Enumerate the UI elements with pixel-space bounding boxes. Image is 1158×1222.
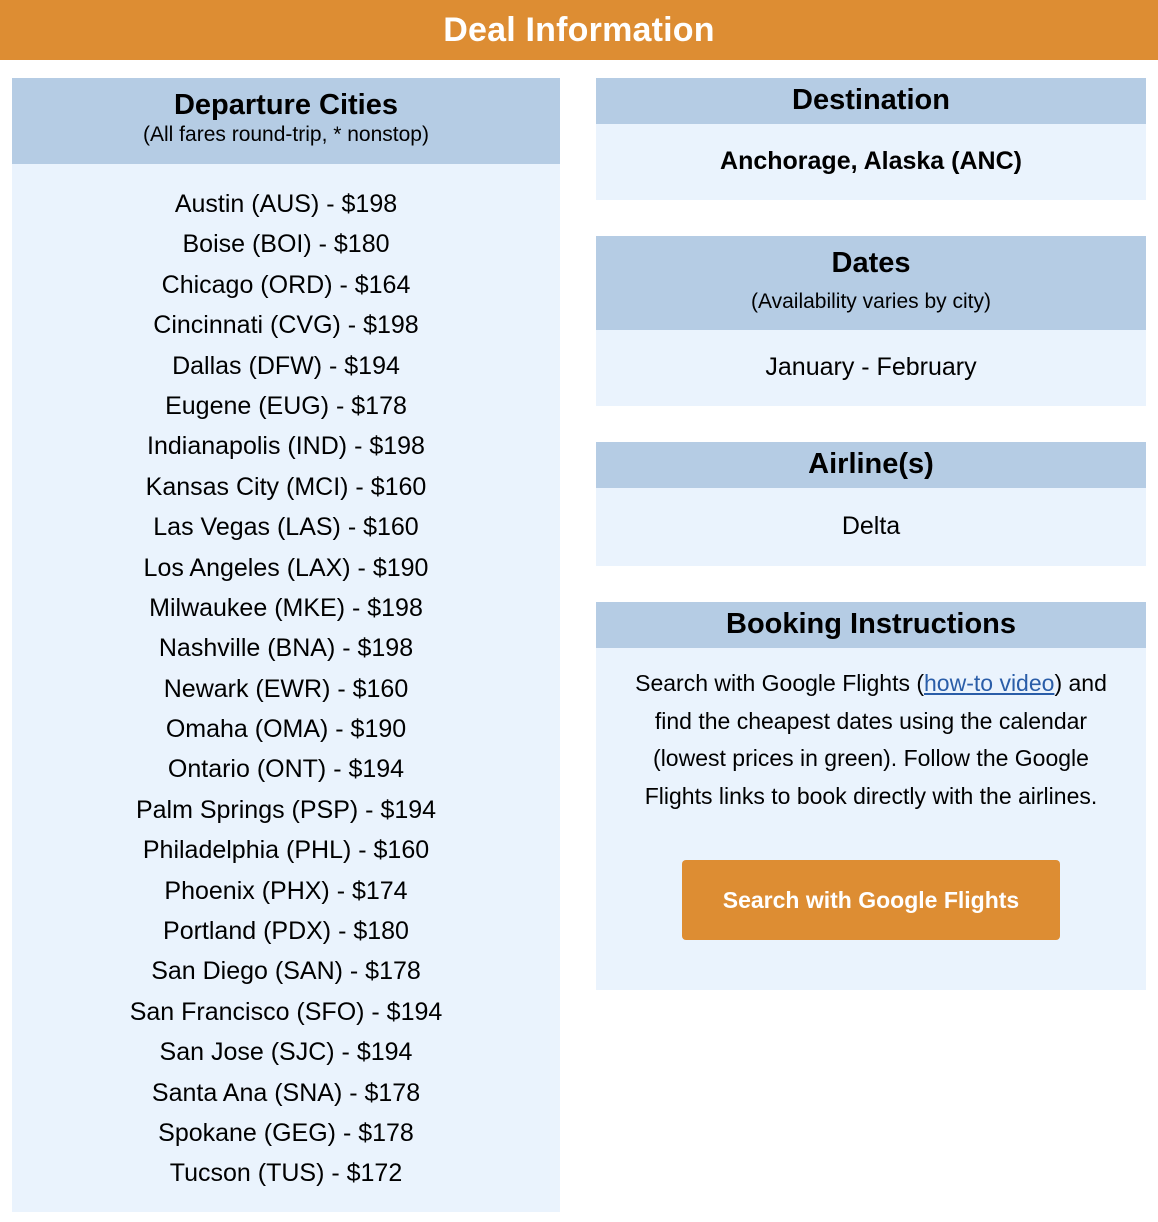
departure-city-item: Chicago (ORD) - $164	[161, 270, 411, 299]
departure-city-item: Eugene (EUG) - $178	[165, 391, 407, 420]
departure-city-item: San Diego (SAN) - $178	[151, 957, 421, 986]
airline-body	[596, 488, 1146, 566]
dates-body	[596, 330, 1146, 406]
departure-city-item: Dallas (DFW) - $194	[172, 351, 400, 380]
departure-city-item: San Francisco (SFO) - $194	[129, 997, 443, 1026]
page-title: Deal Information	[443, 10, 715, 49]
deal-information-header	[0, 0, 1158, 60]
departure-cities-panel	[12, 78, 560, 1212]
departure-city-item: Palm Springs (PSP) - $194	[135, 795, 437, 824]
city-list	[12, 184, 560, 1194]
departure-city-item: Philadelphia (PHL) - $160	[142, 836, 430, 865]
departure-city-item: Boise (BOI) - $180	[182, 230, 390, 259]
departure-cities-header	[12, 78, 560, 164]
departure-city-item: Los Angeles (LAX) - $190	[143, 553, 429, 582]
departure-city-item: Santa Ana (SNA) - $178	[151, 1078, 421, 1107]
booking-instructions-body	[596, 648, 1146, 990]
departure-city-item: Kansas City (MCI) - $160	[145, 472, 427, 501]
departure-city-item: Omaha (OMA) - $190	[165, 715, 407, 744]
destination-header	[596, 78, 1146, 124]
dates-value: January - February	[765, 353, 977, 381]
dates-header	[596, 236, 1146, 330]
booking-instructions-text	[596, 665, 1146, 815]
departure-city-item: San Jose (SJC) - $194	[159, 1038, 413, 1067]
booking-instructions-card	[596, 602, 1146, 990]
dates-title: Dates	[831, 247, 911, 279]
dates-subtitle: (Availability varies by city)	[750, 290, 991, 313]
airline-card	[596, 442, 1146, 566]
departure-city-item: Austin (AUS) - $198	[174, 190, 398, 218]
destination-title: Destination	[792, 84, 950, 116]
booking-text-before-link: Search with Google Flights (	[635, 670, 925, 696]
departure-city-item: Indianapolis (IND) - $198	[147, 432, 425, 461]
destination-body	[596, 124, 1146, 200]
destination-value: Anchorage, Alaska (ANC)	[720, 147, 1022, 175]
airline-value: Delta	[841, 512, 901, 540]
departure-city-item: Milwaukee (MKE) - $198	[149, 593, 423, 622]
departure-city-item: Portland (PDX) - $180	[163, 917, 409, 946]
departure-city-item: Ontario (ONT) - $194	[167, 755, 405, 784]
dates-card	[596, 236, 1146, 406]
departure-cities-body	[12, 164, 560, 1212]
airline-header	[596, 442, 1146, 488]
booking-text-after-link: ) and find the cheapest dates using the calendar (lowest prices in green). Follow the Google Flights links to book directly with the airlines.	[644, 670, 1107, 809]
departure-city-item: Phoenix (PHX) - $174	[164, 876, 408, 905]
booking-instructions-title: Booking Instructions	[726, 608, 1016, 640]
departure-cities-subtitle: (All fares round-trip, * nonstop)	[143, 123, 429, 146]
departure-city-item: Nashville (BNA) - $198	[158, 634, 414, 663]
departure-city-item: Newark (EWR) - $160	[163, 674, 409, 703]
search-google-flights-button[interactable]: Search with Google Flights	[682, 860, 1060, 940]
how-to-video-link[interactable]: how-to video	[924, 670, 1055, 696]
departure-city-item: Cincinnati (CVG) - $198	[153, 311, 419, 340]
departure-city-item: Las Vegas (LAS) - $160	[153, 513, 419, 542]
destination-card	[596, 78, 1146, 200]
departure-cities-title: Departure Cities	[173, 89, 398, 121]
airline-title: Airline(s)	[808, 448, 934, 480]
booking-instructions-header	[596, 602, 1146, 648]
departure-city-item: Spokane (GEG) - $178	[158, 1118, 414, 1147]
departure-city-item: Tucson (TUS) - $172	[169, 1159, 403, 1188]
